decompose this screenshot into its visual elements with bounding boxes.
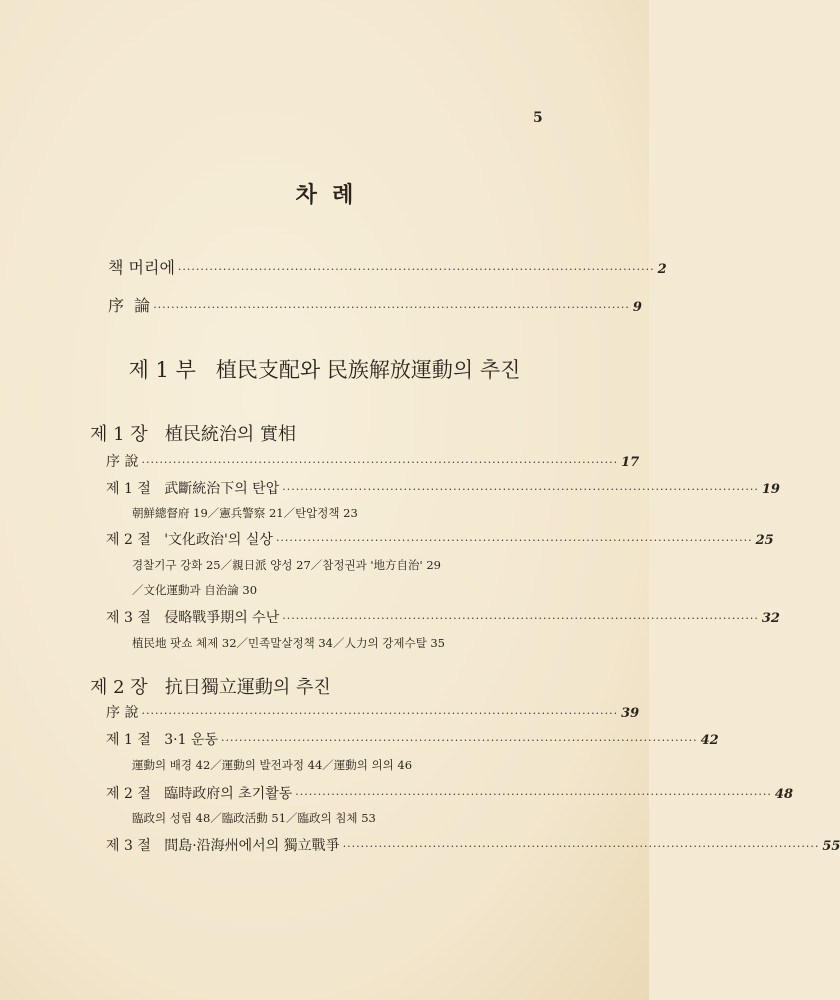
toc-entry-section[interactable]	[106, 529, 774, 549]
subsection-list: 臨政의 성립 48／臨政活動 51／臨政의 침체 53	[132, 811, 376, 825]
entry-label: 序 說	[106, 454, 139, 470]
leader-dots: ··········································································································	[282, 612, 759, 625]
leader-dots: ··········································································································	[275, 534, 753, 547]
entry-label: 제 1 절 武斷統治下의 탄압	[106, 481, 280, 497]
entry-label: 제 2 절 '文化政治'의 실상	[106, 532, 273, 548]
toc-entry-section[interactable]	[106, 729, 719, 749]
entry-page: 39	[621, 706, 640, 721]
leader-dots: ··········································································································	[141, 707, 619, 720]
entry-page: 42	[700, 733, 719, 748]
part-heading: 제 1 부 植民支配와 民族解放運動의 추진	[128, 358, 521, 382]
entry-page: 48	[774, 787, 794, 802]
chapter-heading: 제 2 장 抗日獨立運動의 추진	[90, 677, 331, 698]
entry-page: 32	[761, 611, 780, 626]
entry-label: 序 論	[108, 296, 151, 315]
entry-page: 17	[621, 455, 640, 470]
leader-dots: ··········································································································	[153, 301, 630, 314]
leader-dots: ··········································································································	[220, 734, 698, 747]
toc-entry-section[interactable]	[106, 478, 780, 498]
leader-dots: ··········································································································	[342, 840, 820, 853]
toc-entry-intro[interactable]	[106, 451, 640, 471]
entry-label: 제 2 절 臨時政府의 초기활동	[106, 786, 293, 802]
entry-label: 제 3 절 間島·沿海州에서의 獨立戰爭	[106, 838, 340, 854]
subsection-list: 경찰기구 강화 25／親日派 양성 27／참정권과 '地方自治' 29	[132, 558, 441, 572]
entry-label: 序 說	[106, 705, 139, 721]
chapter-heading: 제 1 장 植民統治의 實相	[90, 424, 296, 445]
subsection-list: 朝鮮總督府 19／憲兵警察 21／탄압정책 23	[132, 506, 358, 520]
toc-entry-intro[interactable]	[106, 702, 640, 722]
entry-page: 19	[761, 482, 780, 497]
entry-label: 책 머리에	[108, 258, 175, 277]
entry-page: 2	[657, 262, 667, 277]
leader-dots: ··········································································································	[295, 788, 772, 801]
toc-entry-introduction[interactable]	[108, 293, 642, 316]
toc-entry-section[interactable]	[106, 783, 794, 803]
entry-page: 9	[632, 300, 642, 315]
subsection-list: ／文化運動과 自治論 30	[132, 583, 258, 597]
subsection-list: 運動의 배경 42／運動의 발전과정 44／運動의 의의 46	[132, 758, 413, 772]
subsection-list: 植民地 팟쇼 체제 32／민족말살정책 34／人力의 강제수탈 35	[132, 636, 445, 650]
toc-entry-preface[interactable]	[108, 255, 667, 278]
toc-entry-section[interactable]	[106, 835, 840, 855]
page-number: 5	[533, 110, 543, 126]
entry-page: 25	[755, 533, 774, 548]
toc-entry-section[interactable]	[106, 607, 780, 627]
entry-label: 제 3 절 侵略戰爭期의 수난	[106, 610, 280, 626]
leader-dots: ··········································································································	[282, 483, 759, 496]
toc-title: 차 례	[295, 182, 354, 208]
leader-dots: ··········································································································	[141, 456, 619, 469]
leader-dots: ··········································································································	[177, 263, 655, 276]
entry-label: 제 1 절 3·1 운동	[106, 732, 218, 748]
entry-page: 55	[822, 839, 840, 854]
